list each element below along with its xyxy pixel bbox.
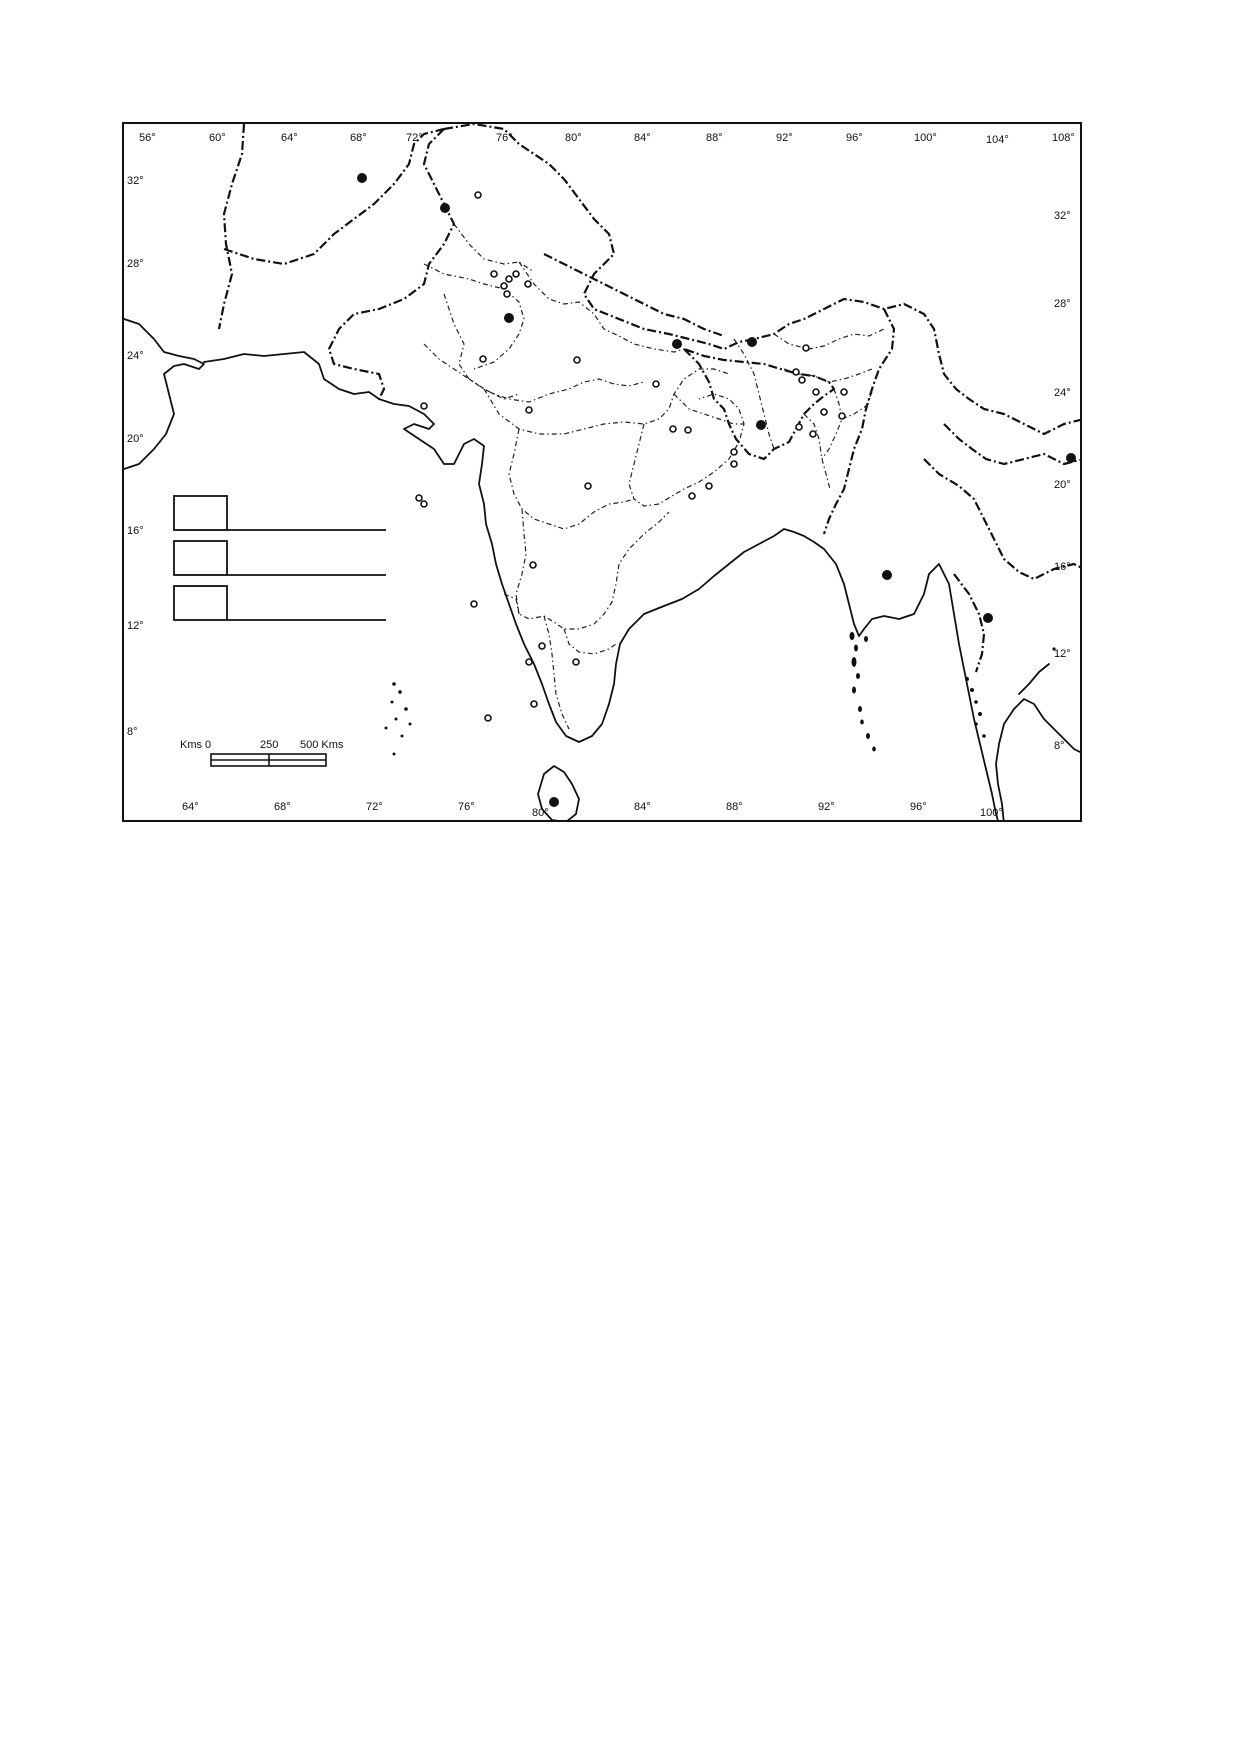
legend-boxes <box>174 496 386 620</box>
svg-text:64°: 64° <box>281 132 298 144</box>
svg-text:76°: 76° <box>458 801 475 813</box>
malay-coast <box>996 699 1082 822</box>
svg-text:100°: 100° <box>914 132 937 144</box>
state-capitals <box>416 192 847 721</box>
capital-islamabad <box>440 203 450 213</box>
lakshadweep-islands <box>385 682 412 755</box>
svg-text:8°: 8° <box>1054 740 1065 752</box>
map-canvas <box>124 124 1082 822</box>
svg-text:32°: 32° <box>1054 210 1071 222</box>
right-latitude-labels <box>1054 210 1071 752</box>
svg-text:28°: 28° <box>1054 298 1071 310</box>
india-outline-map <box>122 122 1082 822</box>
svg-text:76°: 76° <box>496 132 513 144</box>
svg-text:20°: 20° <box>1054 479 1071 491</box>
svg-text:68°: 68° <box>274 801 291 813</box>
svg-text:8°: 8° <box>127 726 138 738</box>
svg-text:16°: 16° <box>127 525 144 537</box>
svg-text:84°: 84° <box>634 801 651 813</box>
capital-kabul <box>357 173 367 183</box>
svg-text:20°: 20° <box>127 433 144 445</box>
gulf-thailand-coast <box>1019 664 1049 694</box>
svg-text:96°: 96° <box>910 801 927 813</box>
boundary-china-india-north <box>444 124 1082 434</box>
svg-text:88°: 88° <box>726 801 743 813</box>
svg-text:24°: 24° <box>1054 387 1071 399</box>
boundary-pakistan-india-west <box>329 129 454 399</box>
svg-text:100°: 100° <box>980 807 1003 819</box>
svg-text:250: 250 <box>260 739 279 751</box>
svg-text:28°: 28° <box>127 258 144 270</box>
boundary-myanmar-india <box>824 309 894 534</box>
country-capitals <box>357 173 1076 807</box>
svg-text:108°: 108° <box>1052 132 1075 144</box>
scale-bar <box>180 739 344 766</box>
boundary-bangladesh <box>684 349 834 459</box>
capital-colombo <box>549 797 559 807</box>
svg-text:60°: 60° <box>209 132 226 144</box>
legend-box-3[interactable] <box>174 586 227 620</box>
bottom-longitude-labels <box>182 801 1003 819</box>
legend-box-1[interactable] <box>174 496 227 530</box>
capital-kathmandu <box>672 339 682 349</box>
svg-text:500 Kms: 500 Kms <box>300 739 344 751</box>
svg-text:56°: 56° <box>139 132 156 144</box>
makran-coast <box>204 352 379 399</box>
svg-text:80°: 80° <box>532 807 549 819</box>
svg-text:12°: 12° <box>1054 648 1071 660</box>
capital-hanoi <box>1066 453 1076 463</box>
legend-box-2[interactable] <box>174 541 227 575</box>
svg-text:68°: 68° <box>350 132 367 144</box>
svg-text:32°: 32° <box>127 175 144 187</box>
capital-dhaka <box>756 420 766 430</box>
svg-text:96°: 96° <box>846 132 863 144</box>
boundary-laos <box>944 424 1082 464</box>
svg-text:16°: 16° <box>1054 561 1071 573</box>
svg-text:88°: 88° <box>706 132 723 144</box>
svg-text:80°: 80° <box>565 132 582 144</box>
capital-thimphu <box>747 337 757 347</box>
svg-text:72°: 72° <box>366 801 383 813</box>
left-latitude-labels <box>127 175 144 738</box>
arabia-coast <box>124 319 204 469</box>
capital-bangkok <box>983 613 993 623</box>
myanmar-coast <box>864 564 999 822</box>
boundary-thailand-south <box>954 574 984 672</box>
svg-text:64°: 64° <box>182 801 199 813</box>
capital-new-delhi <box>504 313 514 323</box>
india-coast <box>379 399 864 742</box>
svg-text:84°: 84° <box>634 132 651 144</box>
svg-text:24°: 24° <box>127 350 144 362</box>
svg-text:104°: 104° <box>986 134 1009 146</box>
svg-text:92°: 92° <box>776 132 793 144</box>
mergui-islands <box>965 647 1056 737</box>
boundary-nepal <box>544 254 724 336</box>
svg-text:12°: 12° <box>127 620 144 632</box>
boundary-afghanistan-pakistan <box>224 129 444 264</box>
svg-text:72°: 72° <box>406 132 423 144</box>
svg-text:Kms 0: Kms 0 <box>180 739 212 751</box>
top-longitude-labels <box>139 132 1075 146</box>
capital-yangon <box>882 570 892 580</box>
svg-text:92°: 92° <box>818 801 835 813</box>
state-boundaries <box>424 224 884 729</box>
andaman-islands <box>850 632 876 752</box>
boundary-iran-afghanistan <box>219 124 244 329</box>
